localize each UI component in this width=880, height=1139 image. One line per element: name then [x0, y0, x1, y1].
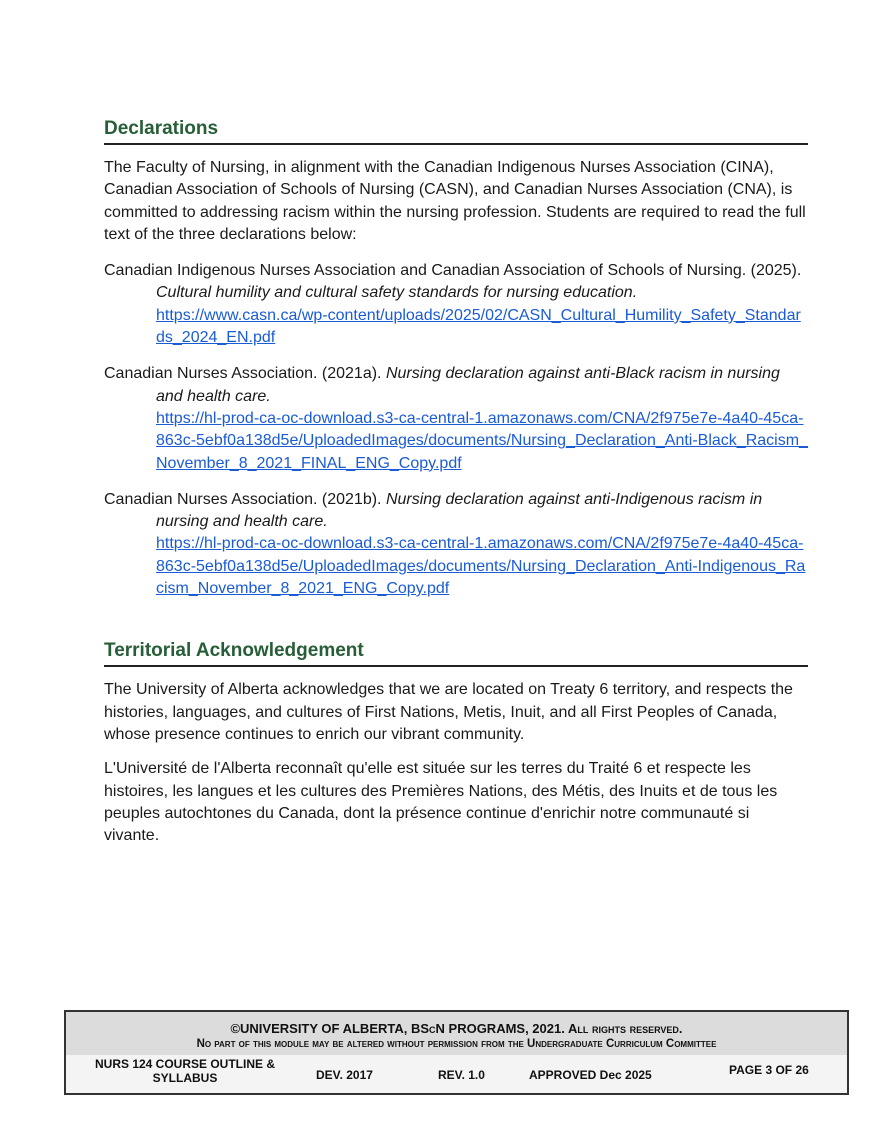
- declarations-intro: The Faculty of Nursing, in alignment with the Canadian Indigenous Nurses Association (CINA), Canadian Association of Schools of Nursing (CASN), and Canadian Nurses Association (CNA), is committed to addressing racism within the nursing profession. Students are required to read the full text of the three declarations below:: [104, 159, 806, 243]
- reference-authors: Canadian Nurses Association. (2021b).: [104, 490, 386, 508]
- reference-title: Nursing declaration against anti-Black racism in nursing and health care.: [156, 365, 780, 405]
- reference-link[interactable]: https://hl-prod-ca-oc-download.s3-ca-central-1.amazonaws.com/CNA/2f975e7e-4a40-45ca-863c-5ebf0a138d5e/UploadedImages/documents/Nursing_Declaration_Anti-Indigenous_Racism_November_8_2021_ENG_Copy.pdf: [156, 535, 806, 598]
- footer-rev: REV. 1.0: [438, 1068, 485, 1082]
- footer-course: NURS 124 COURSE OUTLINE & SYLLABUS: [94, 1057, 276, 1085]
- footer-notice: No part of this module may be altered without permission from the Undergraduate Curriculum Committee: [196, 1038, 717, 1050]
- reference-authors: Canadian Nurses Association. (2021a).: [104, 365, 386, 383]
- footer-dev: DEV. 2017: [316, 1068, 373, 1082]
- reference-link[interactable]: https://www.casn.ca/wp-content/uploads/2025/02/CASN_Cultural_Humility_Safety_Standards_2024_EN.pdf: [156, 306, 801, 347]
- declarations-heading: Declarations: [104, 118, 808, 145]
- reference-title: Cultural humility and cultural safety standards for nursing education.: [156, 284, 638, 302]
- territorial-english: The University of Alberta acknowledges that we are located on Treaty 6 territory, and respects the histories, languages, and cultures of First Nations, Metis, Inuit, and all First Peoples of Canada, whose presence continues to enrich our vibrant community.: [104, 681, 793, 743]
- footer-approved: APPROVED Dec 2025: [529, 1068, 652, 1082]
- territorial-heading: Territorial Acknowledgement: [104, 640, 808, 667]
- reference-title: Nursing declaration against anti-Indigenous racism in nursing and health care.: [156, 490, 763, 531]
- reference-item: [104, 260, 808, 349]
- footer-page: PAGE 3 OF 26: [729, 1063, 809, 1077]
- territorial-french: L'Université de l'Alberta reconnaît qu'elle est située sur les terres du Traité 6 et respecte les histoires, les langues et les cultures des Premières Nations, des Métis, des Inuits et de tous les peuples autochtones du Canada, dont la présence continue d'enrichir notre communauté si vivante.: [104, 760, 778, 845]
- reference-item: [104, 489, 808, 600]
- page-content: [104, 118, 808, 847]
- reference-link[interactable]: https://hl-prod-ca-oc-download.s3-ca-central-1.amazonaws.com/CNA/2f975e7e-4a40-45ca-863c-5ebf0a138d5e/UploadedImages/documents/Nursing_Declaration_Anti-Black_Racism_November_8_2021_FINAL_ENG_Copy.pdf: [156, 409, 808, 472]
- reference-authors: Canadian Indigenous Nurses Association and Canadian Association of Schools of Nursing. (2025).: [104, 262, 802, 280]
- reference-item: [104, 363, 808, 474]
- footer-copyright: ©UNIVERSITY OF ALBERTA, BScN PROGRAMS, 2021. All rights reserved.: [230, 1021, 683, 1036]
- page-footer: [64, 1010, 849, 1095]
